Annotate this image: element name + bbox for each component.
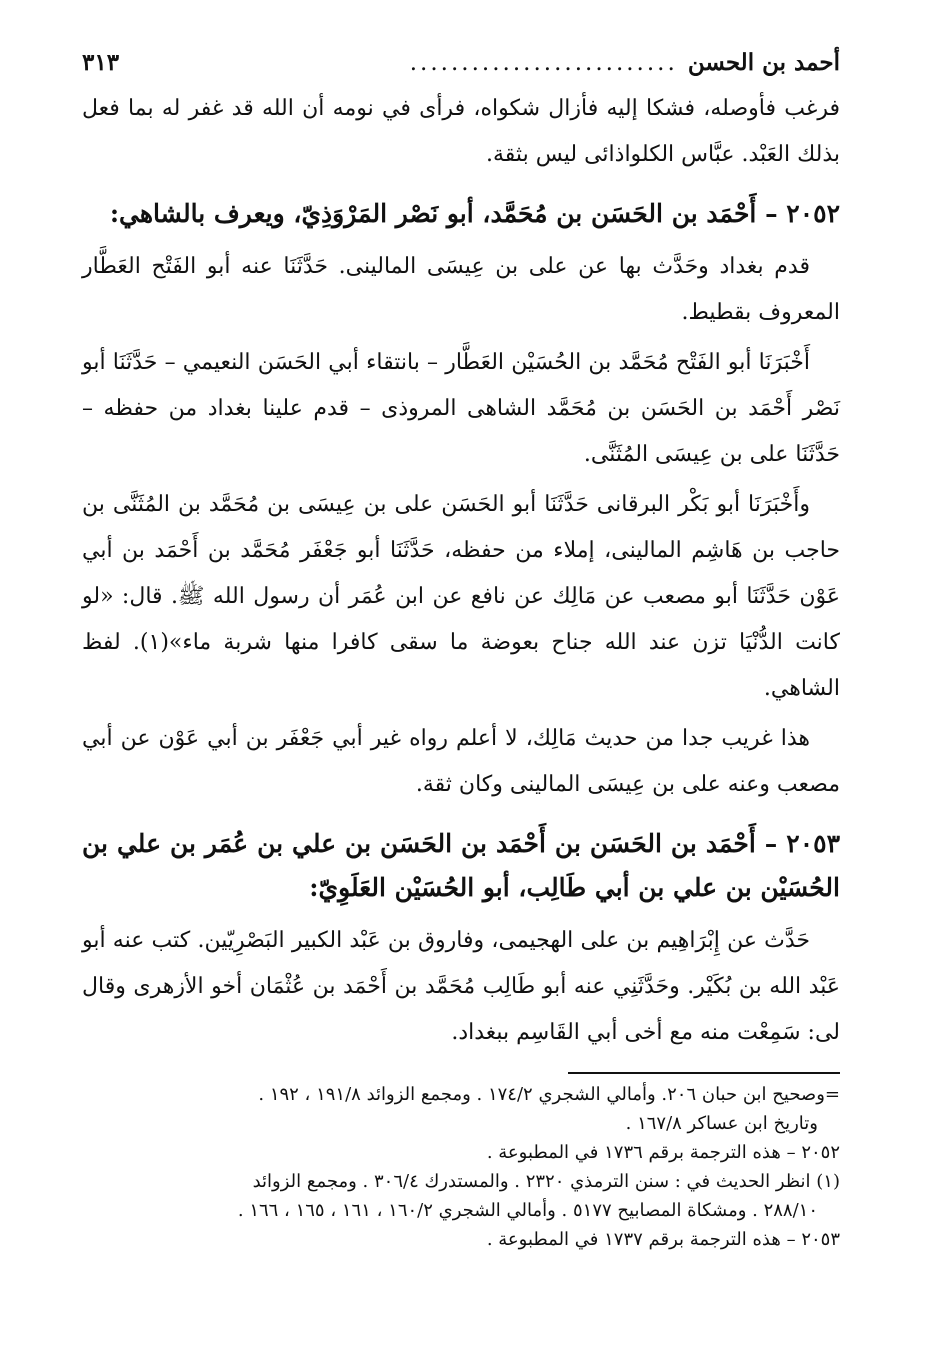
footnote-continuation-line-1: =وصحيح ابن حبان ٢٠٦. وأمالي الشجري ١٧٤/٢ . ومجمع الزوائد ١٩١/٨ ، ١٩٢ . [258, 1084, 840, 1105]
book-page [82, 40, 840, 1254]
paragraph-continuation: فرغب فأوصله، فشكا إليه فأزال شكواه، فرأى في نومه أن الله قد غفر له بما فعل بذلك العَبْد. عبَّاس الكلواذائى ليس بثقة. [82, 96, 840, 167]
running-header [82, 40, 840, 86]
footnotes [82, 1080, 840, 1254]
footnote-continuation-line-2: وتاريخ ابن عساكر ١٦٧/٨ . [625, 1113, 818, 1134]
footnote-entry-2052: ٢٠٥٢ – هذه الترجمة برقم ١٧٣٦ في المطبوعة . [486, 1142, 840, 1163]
footnote-separator [568, 1072, 840, 1074]
paragraph-entry-2053-intro: حَدَّث عن إِبْرَاهِيم بن على الهجيمى، وفاروق بن عَبْد الكبير البَصْرِيّين. كتب عنه أبو عَبْد الله بن بُكَيْر. وحَدَّثَنِي عنه أبو طَالِب مُحَمَّد بن أَحْمَد بن عُثْمَان أخو الأزهرى وقال لى: سَمِعْت منه مع أخى أبي القَاسِم ببغداد. [82, 928, 840, 1045]
paragraph-entry-2052-isnad-2: وأَخْبَرَنَا أبو بَكْر البرقانى حَدَّثَنَا أبو الحَسَن على بن عِيسَى بن مُحَمَّد بن المُثَنَّى بن حاجب بن هَاشِم المالينى، إملاء من حفظه، حَدَّثَنَا أبو جَعْفَر مُحَمَّد بن أَحْمَد بن أبي عَوْن حَدَّثَنَا أبو مصعب عن مَالِك عن نافع عن ابن عُمَر أن رسول الله ﷺ. قال: «لو كانت الدُّنْيَا تزن عند الله جناح بعوضة ما سقى كافرا منها شربة ماء»(١). لفظ الشاهي. [82, 492, 840, 701]
paragraph-entry-2052-intro: قدم بغداد وحَدَّث بها عن على بن عِيسَى المالينى. حَدَّثَنَا عنه أبو الفَتْح العَطَّار المعروف بقطيط. [82, 254, 840, 325]
footnote-1-line-2: ٢٨٨/١٠ . ومشكاة المصابيح ٥١٧٧ . وأمالي الشجري ١٦٠/٢ ، ١٦١ ، ١٦٥ ، ١٦٦ . [237, 1200, 818, 1221]
entry-heading-2052: ٢٠٥٢ – أَحْمَد بن الحَسَن بن مُحَمَّد، أبو نَصْر المَرْوَذِيّ، ويعرف بالشاهي: [109, 199, 840, 228]
paragraph-entry-2052-isnad-1: أَخْبَرَنَا أبو الفَتْح مُحَمَّد بن الحُسَيْن العَطَّار – بانتقاء أبي الحَسَن النعيمي – حَدَّثَنَا أبو نَصْر أَحْمَد بن الحَسَن بن مُحَمَّد الشاهى المروذى – قدم علينا بغداد من حفظه – حَدَّثَنَا على بن عِيسَى المُثَنَّى. [82, 350, 840, 467]
running-header-title: أحمد بن الحسن [687, 49, 840, 76]
entry-heading-2053: ٢٠٥٣ – أَحْمَد بن الحَسَن بن أَحْمَد بن الحَسَن بن علي بن عُمَر بن علي بن الحُسَيْن بن علي بن أبي طَالِب، أبو الحُسَيْن العَلَوِيّ: [82, 829, 840, 902]
footnote-entry-2053: ٢٠٥٣ – هذه الترجمة برقم ١٧٣٧ في المطبوعة . [486, 1229, 840, 1250]
paragraph-entry-2052-comment: هذا غريب جدا من حديث مَالِك، لا أعلم رواه غير أبي جَعْفَر بن أبي عَوْن عن أبي مصعب وعنه على بن عِيسَى المالينى وكان ثقة. [82, 726, 840, 797]
page-number: ٣١٣ [82, 49, 120, 76]
running-header-dot-leader: .......................... [409, 50, 678, 76]
footnote-1-line-1: (١) انظر الحديث في : سنن الترمذي ٢٣٢٠ . والمستدرك ٣٠٦/٤ . ومجمع الزوائد [252, 1171, 840, 1192]
